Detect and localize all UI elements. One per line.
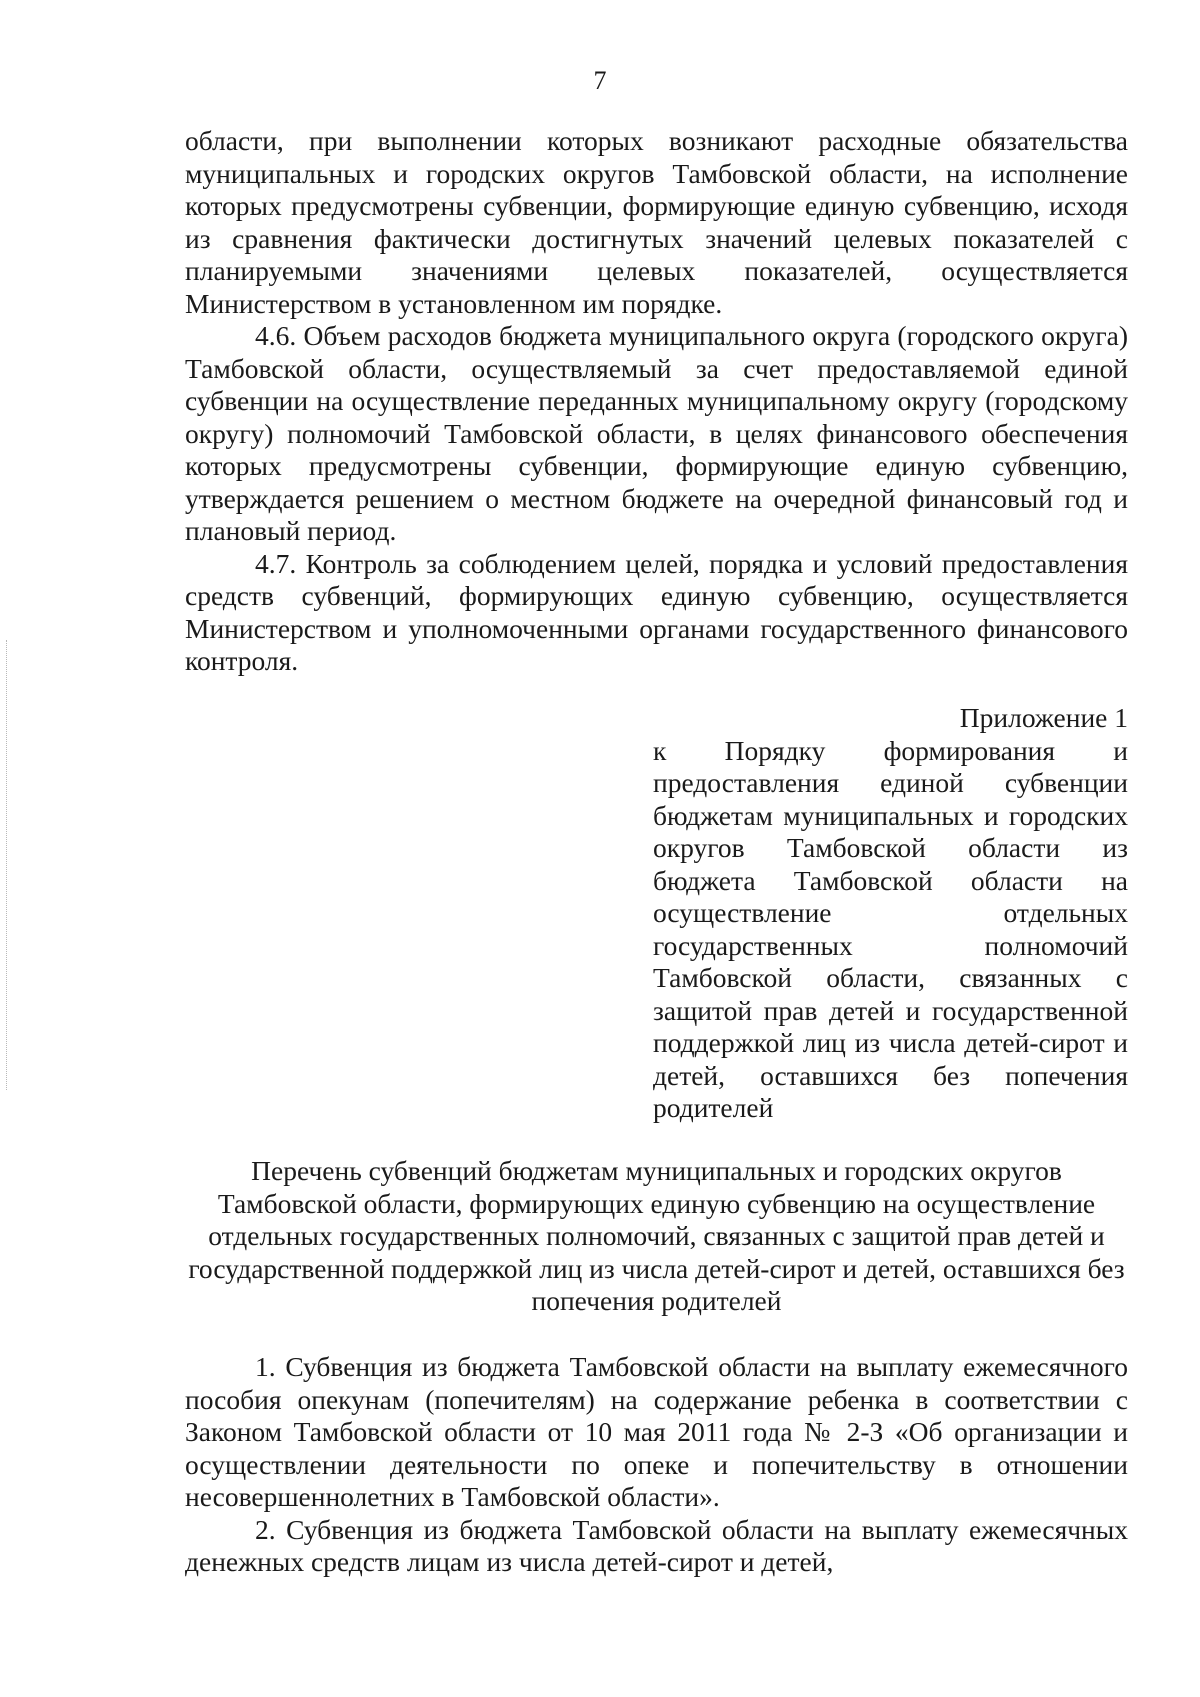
paragraph-continuation: области, при выполнении которых возникают расходные обязательства муниципальных и городских округов Тамбовской области, на исполнение которых предусмотрены субвенции, формирующие единую субвенцию, исходя из сравнения фактически достигнутых значений целевых показателей с планируемыми значениями целевых показателей, осуществляется Министерством в установленном им порядке. [185,125,1128,319]
appendix-title: Приложение 1 [959,702,1128,733]
scan-edge-marks [6,640,10,1090]
page-number: 7 [593,66,607,95]
appendix-header [653,702,1128,1125]
list-item: 2. Субвенция из бюджета Тамбовской области на выплату ежемесячных денежных средств лицам из числа детей-сирот и детей, [185,1513,1128,1577]
subvention-list [185,1351,1128,1579]
main-text-block [185,125,1128,678]
list-heading: Перечень субвенций бюджетам муниципальных и городских округов Тамбовской области, формирующих единую субвенцию на осуществление отдельных государственных полномочий, связанных с защитой прав детей и государственной поддержкой лиц из числа детей-сирот и детей, оставшихся без попечения родителей [188,1155,1125,1316]
paragraph-4-6: 4.6. Объем расходов бюджета муниципального округа (городского округа) Тамбовской области, осуществляемый за счет предоставляемой единой субвенции на осуществление переданных муниципальному округу (городскому округу) полномочий Тамбовской области, в целях финансового обеспечения которых предусмотрены субвенции, формирующие единую субвенцию, утверждается решением о местном бюджете на очередной финансовый год и плановый период. [185,320,1128,546]
appendix-reference: к Порядку формирования и предоставления единой субвенции бюджетам муниципальных и городских округов Тамбовской области из бюджета Тамбовской области на осуществление отдельных государственных полномочий Тамбовской области, связанных с защитой прав детей и государственной поддержкой лиц из числа детей-сирот и детей, оставшихся без попечения родителей [653,734,1128,1123]
list-item: 1. Субвенция из бюджета Тамбовской области на выплату ежемесячного пособия опекунам (попечителям) на содержание ребенка в соответствии с Законом Тамбовской области от 10 мая 2011 года № 2-З «Об организации и осуществлении деятельности по опеке и попечительству в отношении несовершеннолетних в Тамбовской области». [185,1351,1128,1512]
paragraph-4-7: 4.7. Контроль за соблюдением целей, порядка и условий предоставления средств субвенций, формирующих единую субвенцию, осуществляется Министерством и уполномоченными органами государственного финансового контроля. [185,547,1128,676]
